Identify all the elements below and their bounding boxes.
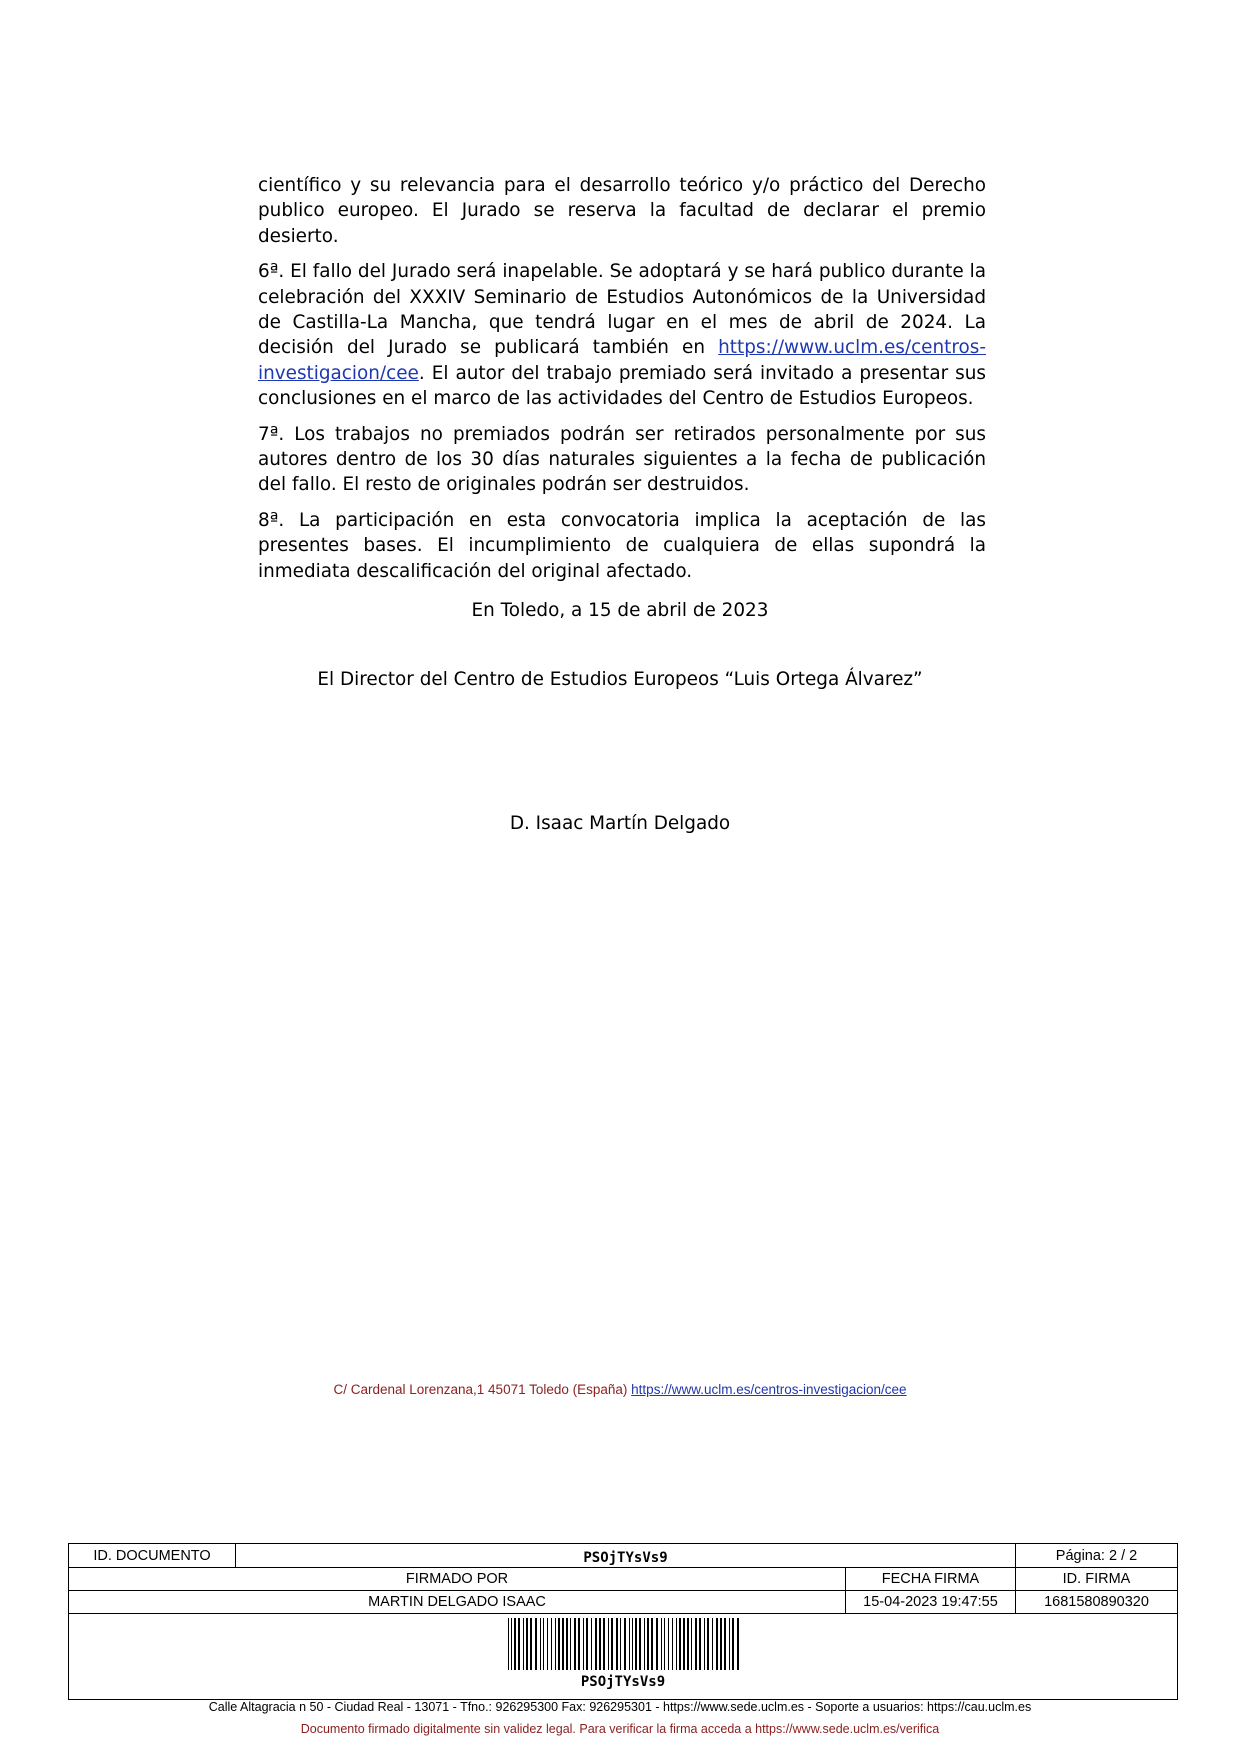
signature-row-headers (69, 1568, 1177, 1591)
address-line (0, 1382, 1240, 1397)
address-text: C/ Cardenal Lorenzana,1 45071 Toledo (España) (333, 1382, 632, 1397)
cee-website-link[interactable]: https://www.uclm.es/centros-investigacion/cee (258, 337, 986, 384)
paragraph-6-text-end: . El autor del trabajo premiado será invitado a presentar sus conclusiones en el marco de las actividades del Centro de Estudios Europeos. (258, 362, 986, 410)
paragraph-criteria: científico y su relevancia para el desarrollo teórico y/o práctico del Derecho publico europeo. El Jurado se reserva la facultad de declarar el premio desierto. (258, 175, 986, 247)
paragraph-8: 8ª. La participación en esta convocatoria implica la aceptación de las presentes bases. El incumplimiento de cualquiera de ellas supondrá la inmediata descalificación del original afectado. (258, 509, 986, 582)
id-firma-value: 1681580890320 (1015, 1591, 1177, 1613)
barcode-text: PSOjTYsVs9 (580, 1674, 666, 1690)
signer-name: D. Isaac Martín Delgado (509, 813, 731, 834)
fecha-firma-label: FECHA FIRMA (845, 1568, 1015, 1590)
signature-table (68, 1543, 1178, 1700)
signature-row-document (69, 1544, 1177, 1568)
barcode-image (506, 1618, 742, 1670)
address-link[interactable]: https://www.uclm.es/centros-investigacion/cee (631, 1382, 907, 1397)
id-firma-label: ID. FIRMA (1015, 1568, 1177, 1590)
barcode-area (69, 1614, 1177, 1700)
id-documento-label: ID. DOCUMENTO (93, 1547, 211, 1564)
paragraph-6-text-start: 6ª. El fallo del Jurado será inapelable. Se adoptará y se hará publico durante la celebración del XXXIV Seminario de Estudios Autonómicos de la Universidad de Castilla-La Mancha, que tendrá lugar en el mes de abril de 2024. La decisión del Jurado se publicará también en (258, 261, 986, 359)
id-documento-value: PSOjTYsVs9 (235, 1544, 1015, 1567)
paragraph-6 (258, 259, 986, 411)
paragraph-7: 7ª. Los trabajos no premiados podrán ser retirados personalmente por sus autores dentro de los 30 días naturales siguientes a la fecha de publicación del fallo. El resto de originales podrán ser destruidos. (258, 423, 986, 496)
signature-row-values (69, 1591, 1177, 1614)
signer-role: El Director del Centro de Estudios Europeos “Luis Ortega Álvarez” (317, 669, 923, 690)
footer-verification-notice: Documento firmado digitalmente sin validez legal. Para verificar la firma acceda a https://www.sede.uclm.es/verifica (300, 1722, 940, 1736)
fecha-firma-value: 15-04-2023 19:47:55 (845, 1591, 1015, 1613)
firmado-por-label: FIRMADO POR (405, 1571, 509, 1587)
footer-contact: Calle Altagracia n 50 - Ciudad Real - 13071 - Tfno.: 926295300 Fax: 926295301 - https://www.sede.uclm.es - Soporte a usuarios: https://cau.uclm.es (208, 1700, 1032, 1714)
place-date: En Toledo, a 15 de abril de 2023 (471, 600, 769, 621)
page-number: Página: 2 / 2 (1015, 1544, 1177, 1567)
firmado-por-value: MARTIN DELGADO ISAAC (368, 1594, 546, 1610)
document-body (258, 173, 986, 594)
